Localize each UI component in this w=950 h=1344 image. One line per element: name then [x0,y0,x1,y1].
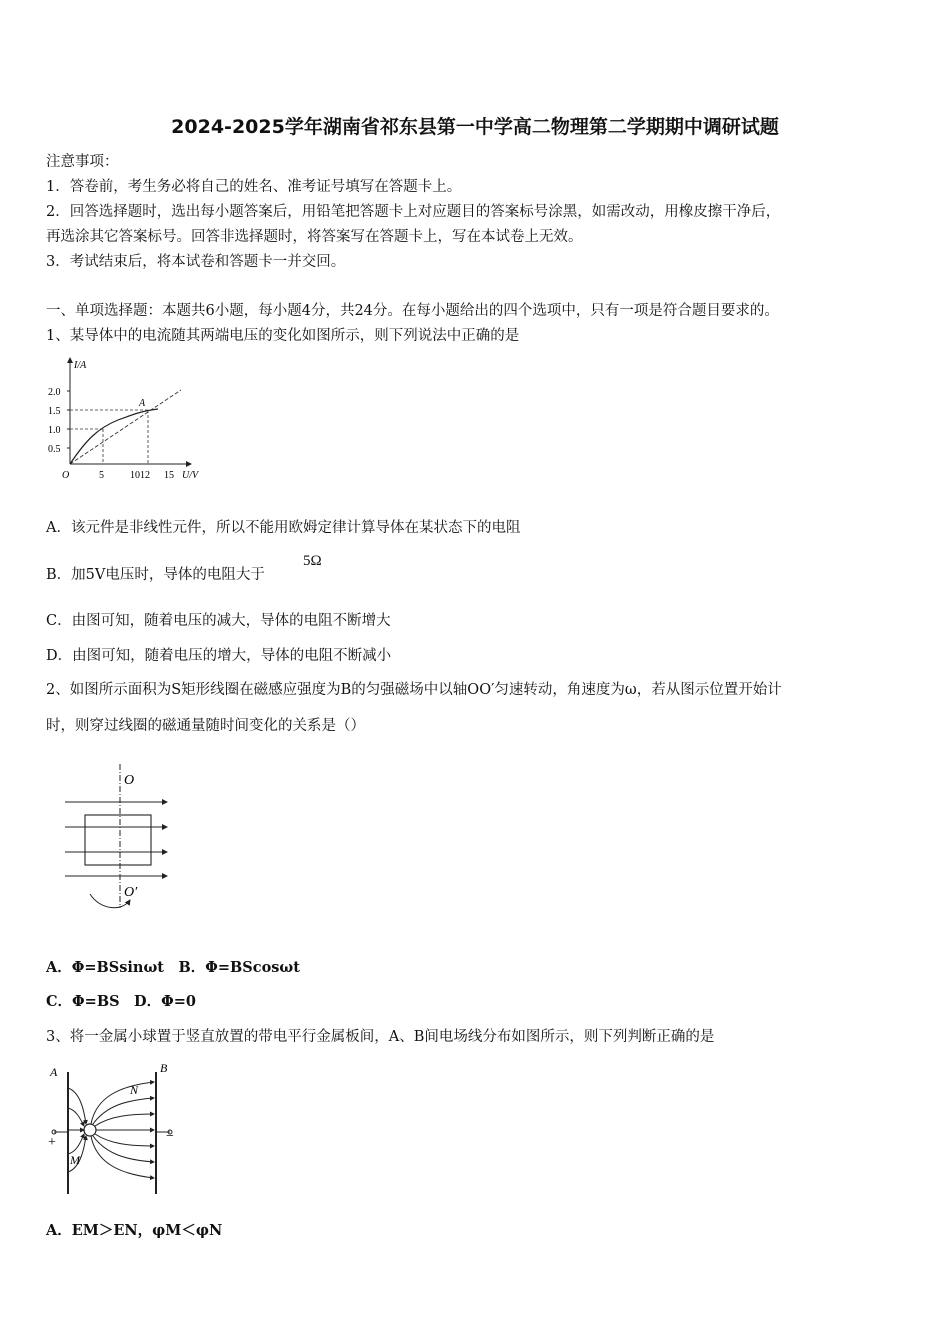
y-tick-1: 1.0 [48,425,61,436]
q1-option-b[interactable]: B．加5V电压时，导体的电阻大于 [46,567,265,583]
point-a-label: A [139,398,146,409]
iu-curve [70,409,158,464]
notice-item-1: 1．答卷前，考生务必将自己的姓名、准考证号填写在答题卡上。 [46,179,462,195]
q2-options-ab[interactable]: A．Φ=BSsinωt B．Φ=BScosωt [46,959,300,976]
axis-top-label: O [124,773,135,788]
axis-bottom-label: O′ [124,885,138,900]
q1-iu-graph [46,352,216,484]
notice-item-2: 2．回答选择题时，选出每小题答案后，用铅笔把答题卡上对应题目的答案标号涂黑，如需改动，用橡皮擦干净后， [46,204,781,220]
plate-a-label: A [50,1065,58,1079]
page-title: 2024-2025学年湖南省祁东县第一中学高二物理第二学期期中调研试题 [171,116,779,138]
q1-option-b-value: 5Ω [303,553,322,569]
q2-options-cd[interactable]: C．Φ=BS D．Φ=0 [46,993,196,1010]
q2-stem-line2: 时，则穿过线圈的磁通量随时间变化的关系是（） [46,718,365,734]
x-axis-label: U/V [182,470,199,481]
q3-stem: 3、将一金属小球置于竖直放置的带电平行金属板间，A、B间电场线分布如图所示，则下列判断正确的是 [46,1029,715,1045]
point-n-label: N [130,1083,139,1097]
q1-option-d[interactable]: D．由图可知，随着电压的增大，导体的电阻不断减小 [46,648,392,664]
origin-label: O [62,470,70,481]
plus-label: + [48,1135,56,1150]
y-tick-05: 0.5 [48,444,61,455]
coil [85,815,151,865]
metal-ball [84,1124,96,1136]
y-axis-label: I/A [74,360,87,371]
q2-coil-figure [60,760,180,918]
q1-option-a[interactable]: A．该元件是非线性元件，所以不能用欧姆定律计算导体在某状态下的电阻 [46,520,521,536]
section-heading: 一、单项选择题：本题共6小题，每小题4分，共24分。在每小题给出的四个选项中，只有一项是符合题目要求的。 [46,303,779,319]
q1-option-c[interactable]: C．由图可知，随着电压的减大，导体的电阻不断增大 [46,613,391,629]
linear-reference-line [70,390,181,464]
point-m-label: M [70,1153,80,1167]
y-tick-15: 1.5 [48,406,61,417]
q3-option-a[interactable]: A．EM＞EN，φM＜φN [46,1222,223,1239]
x-tick-1012: 1012 [130,470,150,481]
q3-field-figure [46,1058,186,1200]
x-tick-5: 5 [99,470,104,481]
y-tick-2: 2.0 [48,387,61,398]
q1-stem: 1、某导体中的电流随其两端电压的变化如图所示，则下列说法中正确的是 [46,328,520,344]
notice-item-3: 3．考试结束后，将本试卷和答题卡一并交回。 [46,254,346,270]
notice-heading: 注意事项： [46,154,119,170]
notice-item-2-cont: 再选涂其它答案标号。回答非选择题时，将答案写在答题卡上，写在本试卷上无效。 [46,229,583,245]
x-tick-15: 15 [164,470,174,481]
q2-stem-line1: 2、如图所示面积为S矩形线圈在磁感应强度为B的匀强磁场中以轴OO′匀速转动，角速度为ω，若从图示位置开始计 [46,682,782,698]
minus-label: − [166,1129,174,1144]
plate-b-label: B [160,1061,168,1075]
